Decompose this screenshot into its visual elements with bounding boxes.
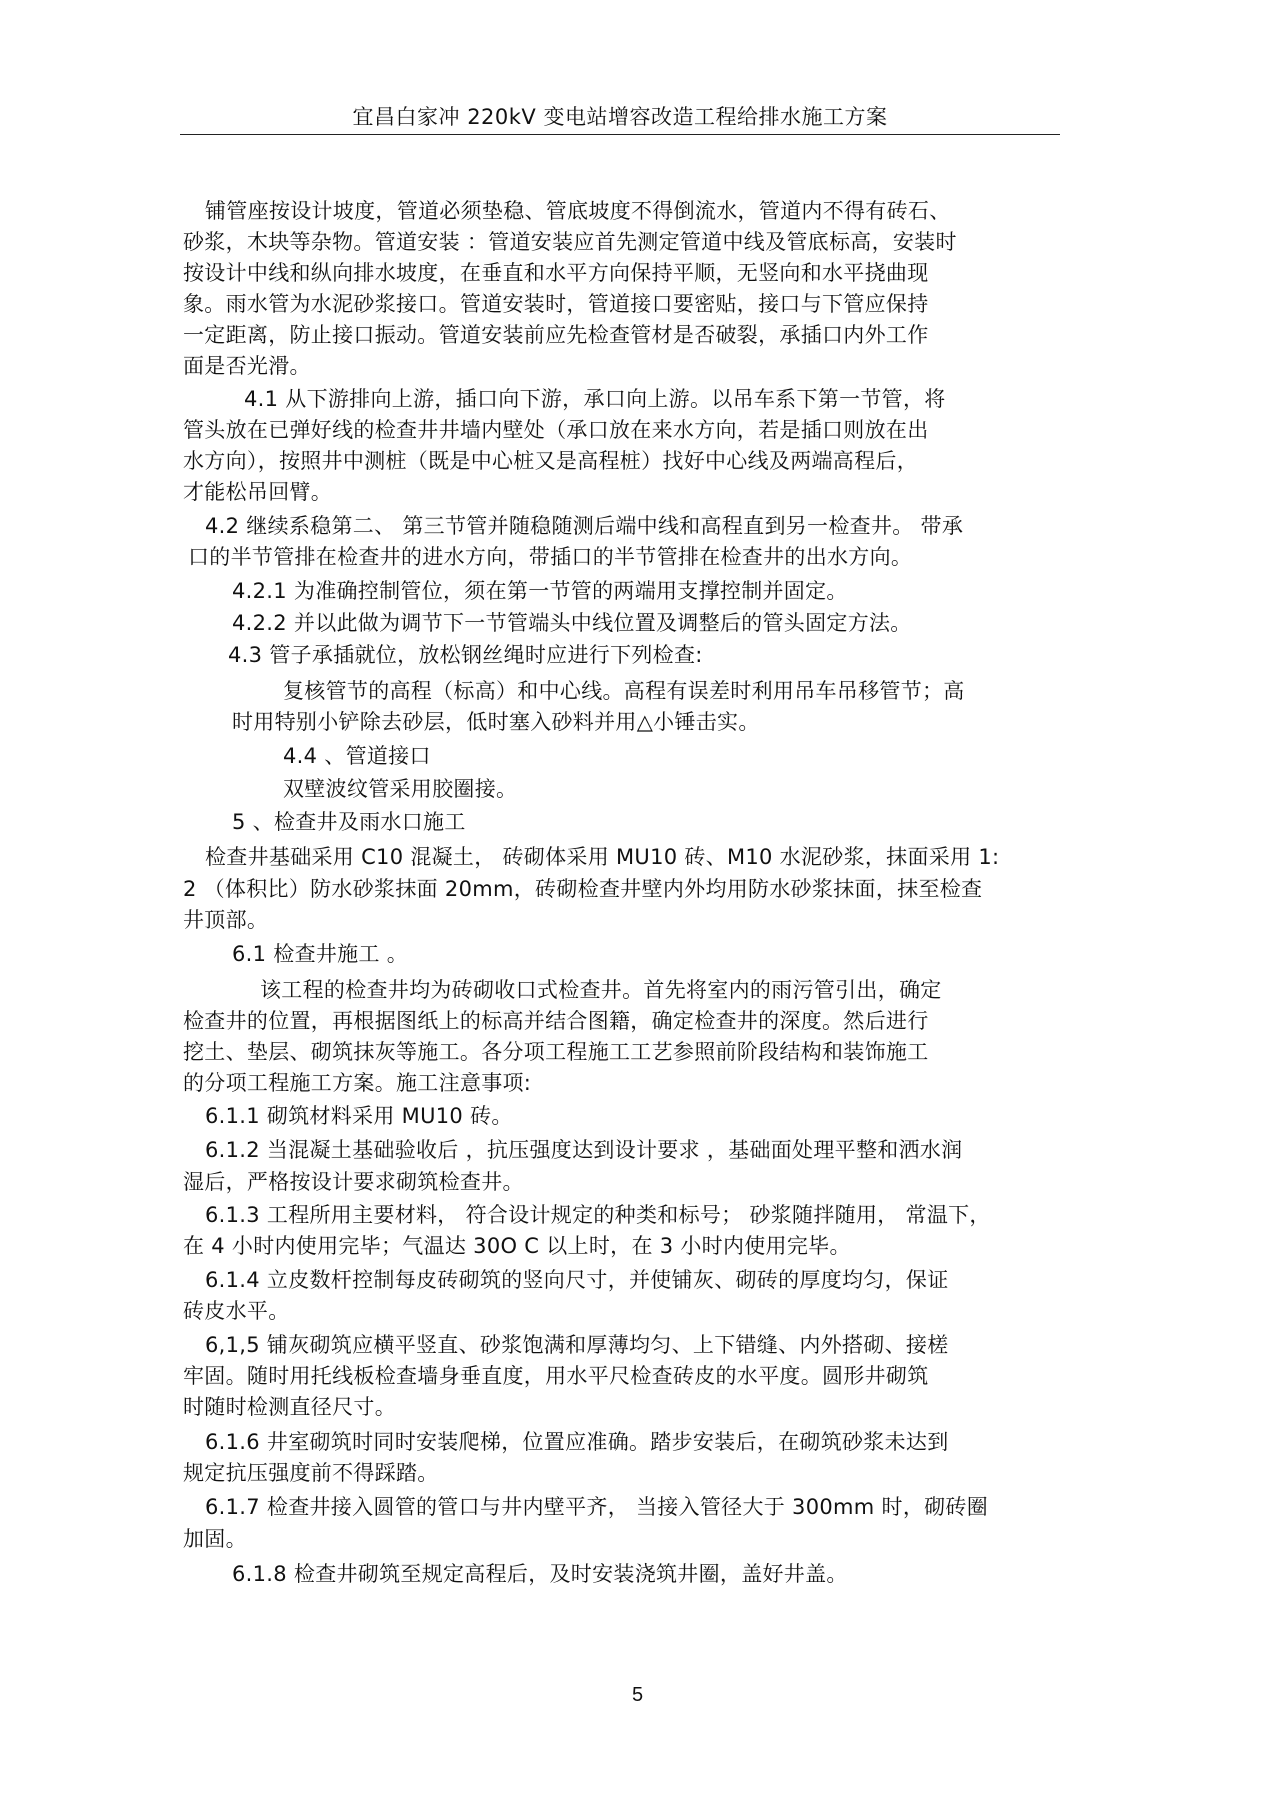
text-line: 6.1.6 井室砌筑时同时安装爬梯，位置应准确。踏步安装后，在砌筑砂浆未达到 <box>205 1430 949 1454</box>
text-line: 双壁波纹管采用胶圈接。 <box>283 777 518 801</box>
text-line: 砖皮水平。 <box>183 1299 290 1323</box>
text-line: 6.1.4 立皮数杆控制每皮砖砌筑的竖向尺寸，并使铺灰、砌砖的厚度均匀，保证 <box>205 1268 949 1292</box>
text-line: 才能松吊回臂。 <box>183 480 333 504</box>
text-line: 水方向），按照井中测桩（既是中心桩又是高程桩）找好中心线及两端高程后， <box>183 449 918 473</box>
text-line: 的分项工程施工方案。施工注意事项: <box>183 1071 532 1095</box>
text-line: 4.1 从下游排向上游，插口向下游，承口向上游。以吊车系下第一节管，将 <box>244 387 946 411</box>
text-line: 挖土、垫层、砌筑抹灰等施工。各分项工程施工工艺参照前阶段结构和装饰施工 <box>183 1040 929 1064</box>
text-line: 铺管座按设计坡度，管道必须垫稳、管底坡度不得倒流水，管道内不得有砖石、 <box>205 199 951 223</box>
text-line: 6.1.1 砌筑材料采用 MU10 砖。 <box>205 1104 513 1128</box>
text-line: 检查井基础采用 C10 混凝土， 砖砌体采用 MU10 砖、M10 水泥砂浆，抹面采用 1: <box>205 845 1000 869</box>
text-line: 湿后，严格按设计要求砌筑检查井。 <box>183 1170 524 1194</box>
text-line: 规定抗压强度前不得踩踏。 <box>183 1461 439 1485</box>
text-line: 加固。 <box>183 1527 247 1551</box>
text-line: 6.1.2 当混凝土基础验收后 ，抗压强度达到设计要求 ，基础面处理平整和洒水润 <box>205 1138 963 1162</box>
text-line: 面是否光滑。 <box>183 354 311 378</box>
text-line: 6.1 检查井施工 。 <box>232 942 409 966</box>
text-line: 该工程的检查井均为砖砌收口式检查井。首先将室内的雨污管引出，确定 <box>260 978 942 1002</box>
text-line: 4.2.1 为准确控制管位，须在第一节管的两端用支撑控制并固定。 <box>232 579 848 603</box>
text-line: 4.4 、管道接口 <box>283 744 431 768</box>
text-line: 管头放在已弹好线的检查井井墙内壁处（承口放在来水方向，若是插口则放在出 <box>183 418 929 442</box>
text-line: 砂浆，木块等杂物。管道安装 ：管道安装应首先测定管道中线及管底标高，安装时 <box>183 230 957 254</box>
text-line: 2 （体积比）防水砂浆抹面 20mm，砖砌检查井壁内外均用防水砂浆抹面，抹至检查 <box>183 877 983 901</box>
text-line: 时随时检测直径尺寸。 <box>183 1395 396 1419</box>
text-line: 象。雨水管为水泥砂浆接口。管道安装时，管道接口要密贴，接口与下管应保持 <box>183 292 929 316</box>
text-line: 5 、检查井及雨水口施工 <box>232 810 466 834</box>
text-line: 4.3 管子承插就位，放松钢丝绳时应进行下列检查: <box>228 643 703 667</box>
text-line: 一定距离，防止接口振动。管道安装前应先检查管材是否破裂，承插口内外工作 <box>183 323 929 347</box>
text-line: 6.1.7 检查井接入圆管的管口与井内壁平齐， 当接入管径大于 300mm 时，砌砖圈 <box>205 1495 989 1519</box>
text-line: 6,1,5 铺灰砌筑应横平竖直、砂浆饱满和厚薄均匀、上下错缝、内外搭砌、接槎 <box>205 1333 949 1357</box>
text-line: 井顶部。 <box>183 908 269 932</box>
text-line: 按设计中线和纵向排水坡度，在垂直和水平方向保持平顺，无竖向和水平挠曲现 <box>183 261 929 285</box>
text-line: 时用特别小铲除去砂层，低时塞入砂料并用△小锤击实。 <box>232 710 760 734</box>
text-line: 口的半节管排在检查井的进水方向，带插口的半节管排在检查井的出水方向。 <box>188 545 913 569</box>
text-line: 复核管节的高程（标高）和中心线。高程有误差时利用吊车吊移管节；高 <box>283 679 965 703</box>
document-title: 宜昌白家冲 220kV 变电站增容改造工程给排水施工方案 <box>352 105 888 129</box>
text-line: 牢固。随时用托线板检查墙身垂直度，用水平尺检查砖皮的水平度。圆形井砌筑 <box>183 1364 929 1388</box>
text-line: 检查井的位置，再根据图纸上的标高并结合图籍，确定检查井的深度。然后进行 <box>183 1009 929 1033</box>
text-line: 4.2 继续系稳第二、 第三节管并随稳随测后端中线和高程直到另一检查井。 带承 <box>205 514 964 538</box>
page-header <box>180 100 1060 135</box>
text-line: 4.2.2 并以此做为调节下一节管端头中线位置及调整后的管头固定方法。 <box>232 611 912 635</box>
page-number: 5 <box>631 1684 644 1706</box>
text-line: 在 4 小时内使用完毕；气温达 30O C 以上时，在 3 小时内使用完毕。 <box>183 1234 851 1258</box>
text-line: 6.1.8 检查井砌筑至规定高程后，及时安装浇筑井圈，盖好井盖。 <box>232 1562 848 1586</box>
text-line: 6.1.3 工程所用主要材料， 符合设计规定的种类和标号； 砂浆随拌随用， 常温下， <box>205 1203 991 1227</box>
